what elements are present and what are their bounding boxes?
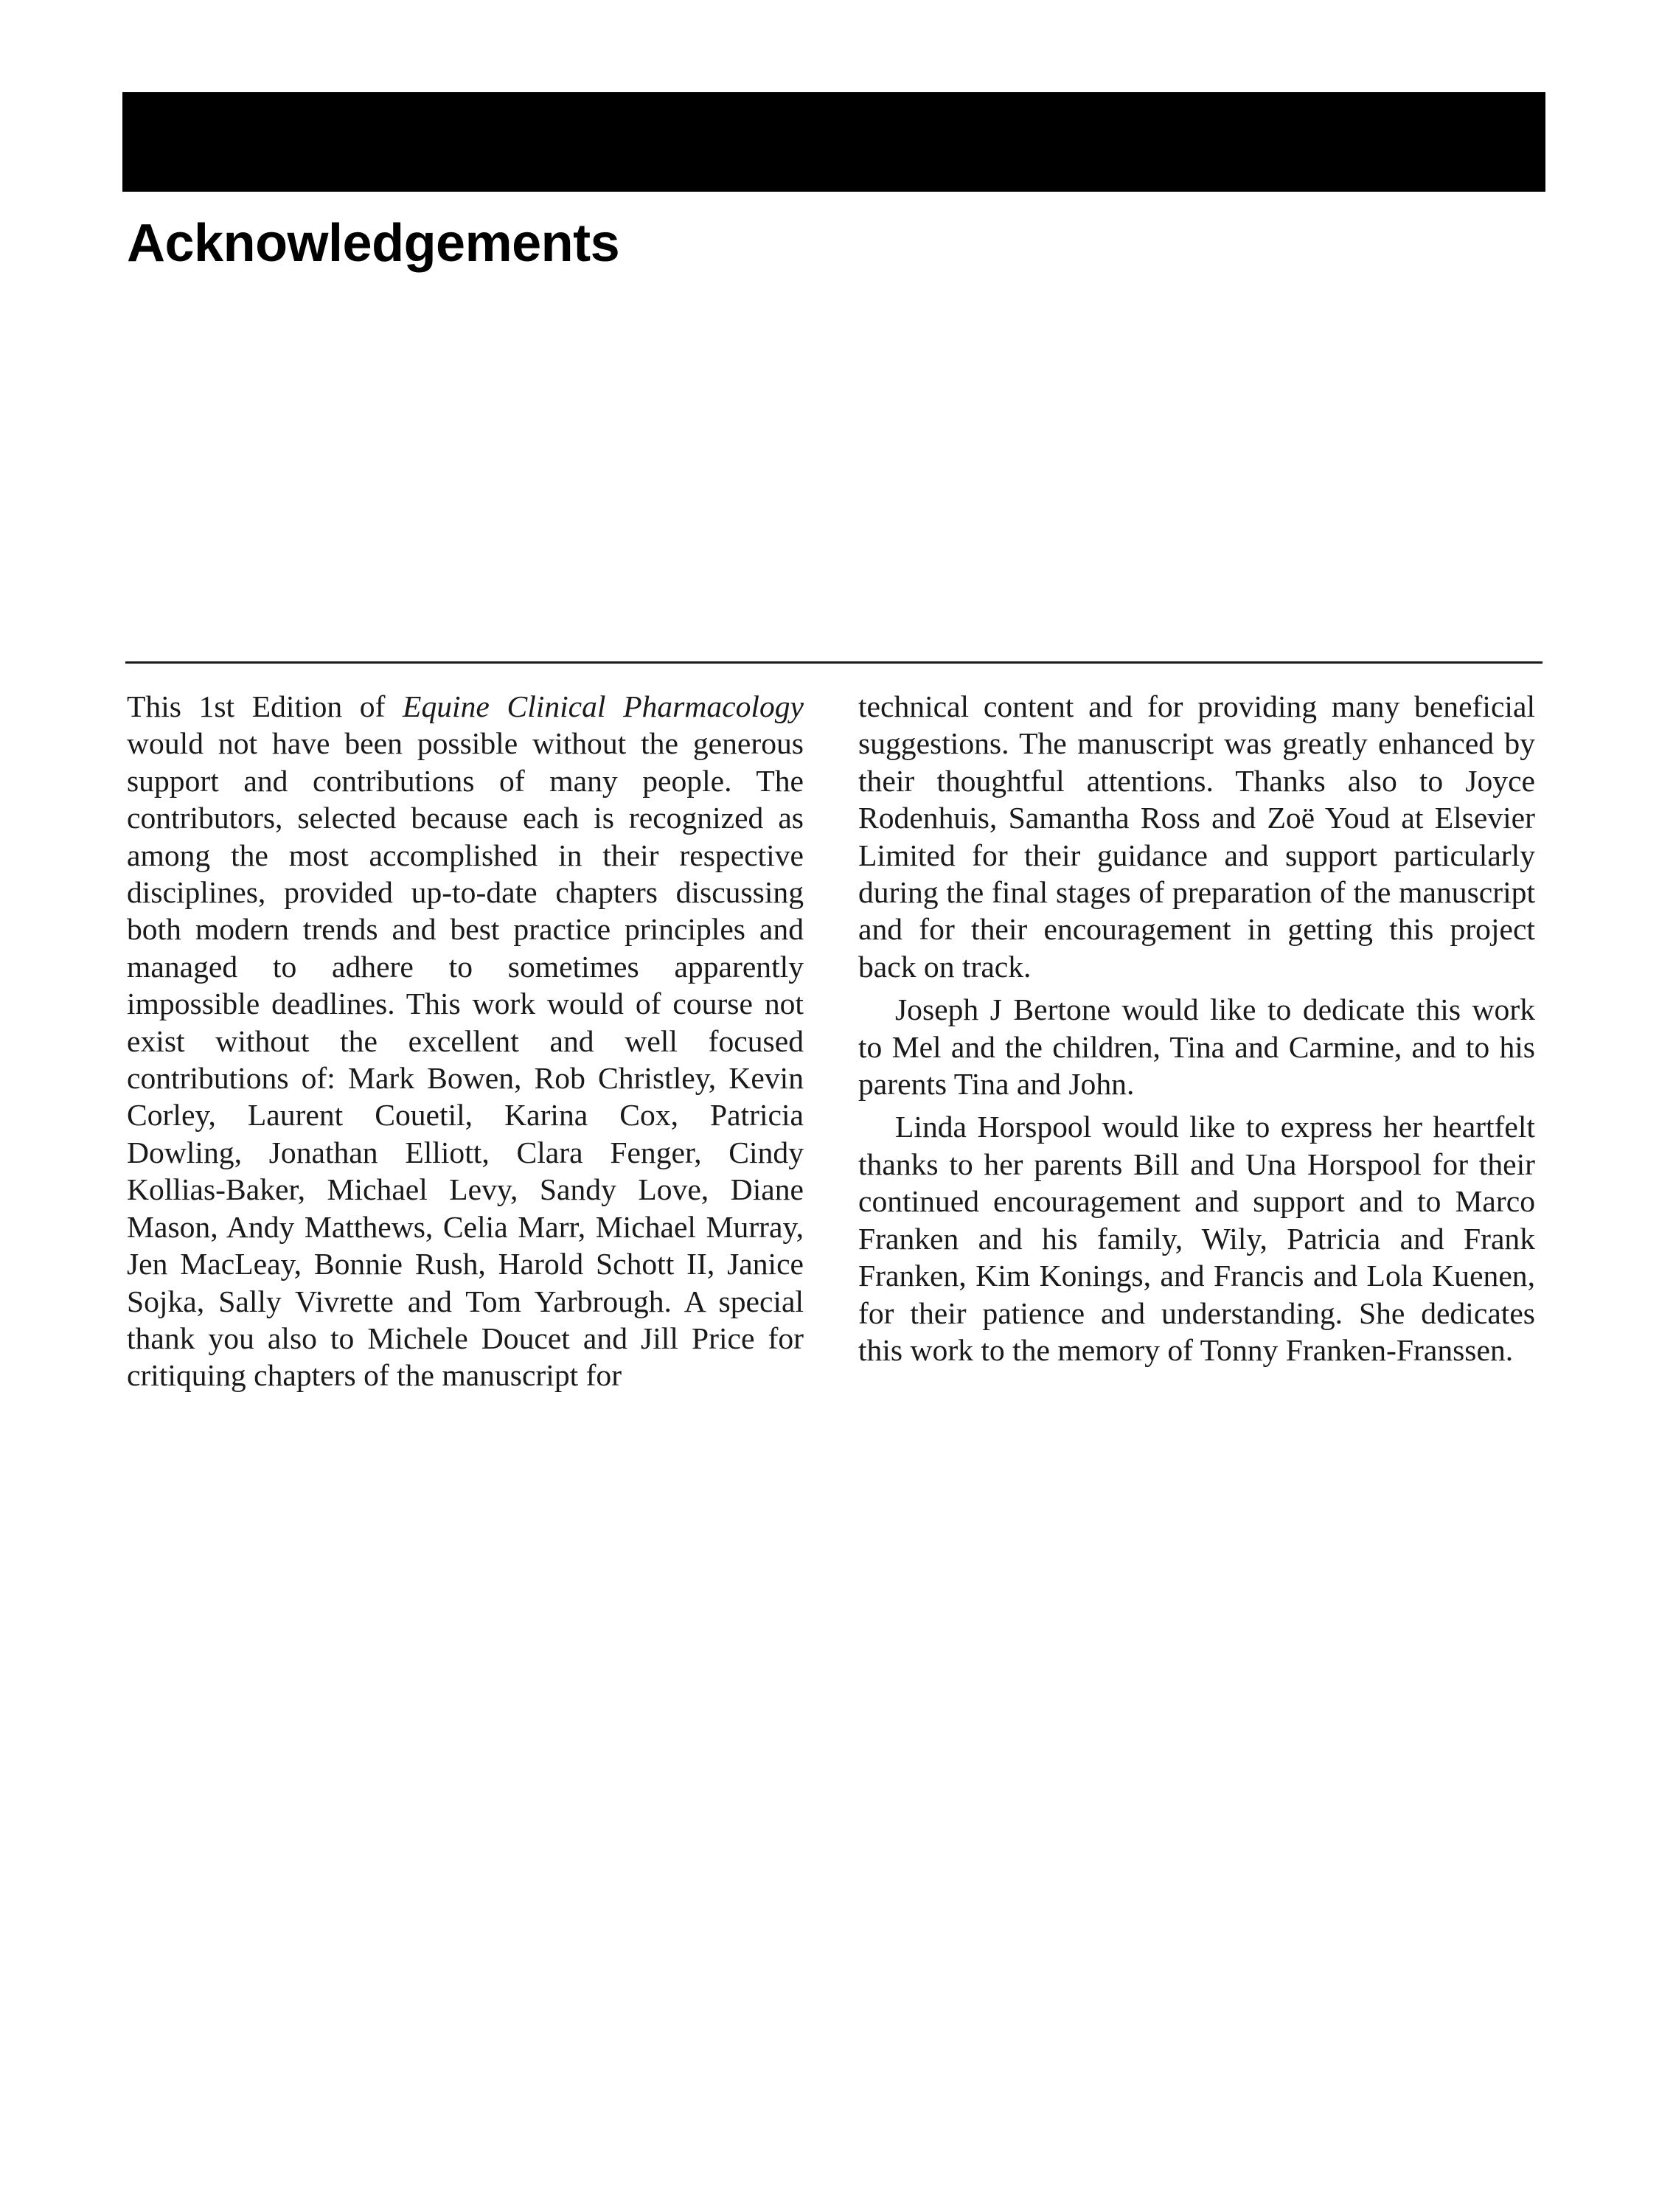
paragraph-body-text: would not have been possible without the generous support and contributions of many people. The contributors, selected because each is recognized as among the most accomplished in their respective disciplines, provided up-to-date chapters discussing both modern trends and best practice principles and managed to adhere to sometimes apparently impossible deadlines. This work would of course not exist without the excellent and well focused contributions of: Mark Bowen, Rob Christley, Kevin Corley, Laurent Couetil, Karina Cox, Patricia Dowling, Jonathan Elliott, Clara Fenger, Cindy Kollias-Baker, Michael Levy, Sandy Love, Diane Mason, Andy Matthews, Celia Marr, Michael Murray, Jen MacLeay, Bonnie Rush, Harold Schott II, Janice Sojka, Sally Vivrette and Tom Yarbrough. A special thank you also to Michele Doucet and Jill Price for critiquing chapters of the manuscript for — [127, 726, 804, 1393]
dedication-bertone: Joseph J Bertone would like to dedicate this work to Mel and the children, Tina and Carmine, and to his parents Tina and John. — [858, 992, 1535, 1102]
acknowledgement-paragraph-1-continued: technical content and for providing many beneficial suggestions. The manuscript was greatly enhanced by their thoughtful attentions. Thanks also to Joyce Rodenhuis, Samantha Ross and Zoë Youd at Elsevier Limited for their guidance and support particularly during the final stages of preparation of the manuscript and for their encouragement in getting this project back on track. — [858, 689, 1535, 984]
left-column — [127, 688, 804, 1394]
dedication-horspool: Linda Horspool would like to express her heartfelt thanks to her parents Bill and Una Horspool for their continued encouragement and support and to Marco Franken and his family, Wily, Patricia and Frank Franken, Kim Konings, and Francis and Lola Kuenen, for their patience and understanding. She dedicates this work to the memory of Tonny Franken-Franssen. — [858, 1110, 1535, 1367]
page-title: Acknowledgements — [127, 214, 620, 273]
right-column — [858, 688, 1535, 1368]
header-bar — [122, 92, 1545, 192]
book-title: Equine Clinical Pharmacology — [403, 689, 804, 723]
acknowledgement-paragraph-1 — [127, 688, 804, 1394]
section-divider — [125, 661, 1543, 664]
paragraph-intro-text: This 1st Edition of — [127, 689, 403, 723]
